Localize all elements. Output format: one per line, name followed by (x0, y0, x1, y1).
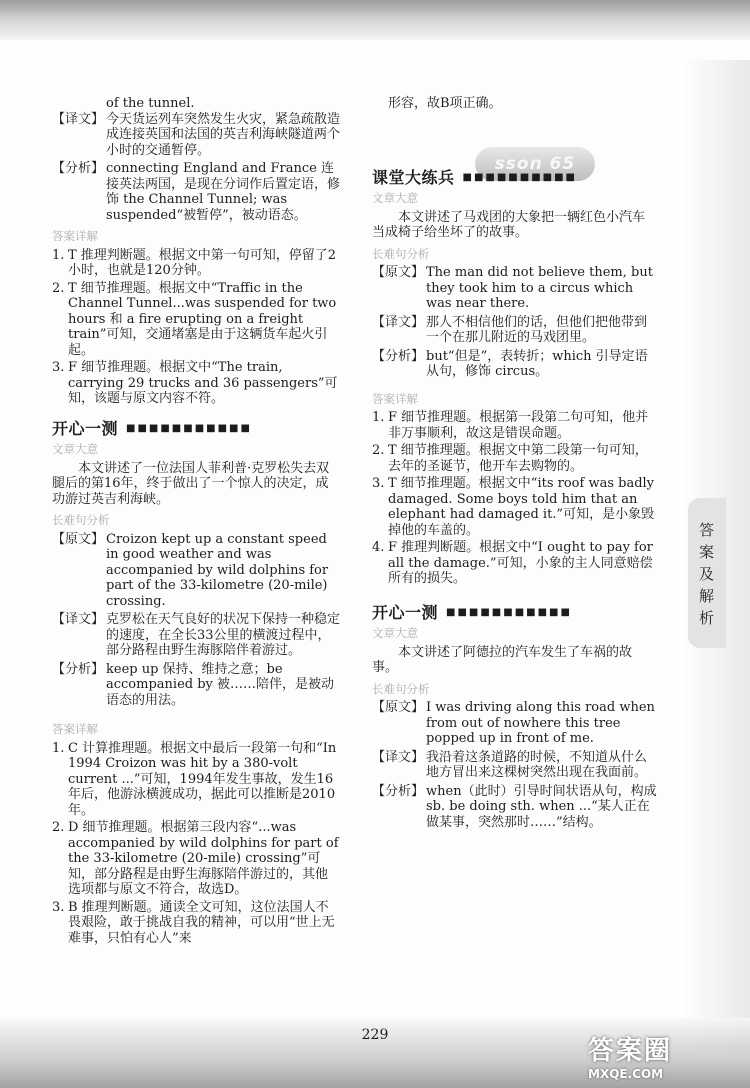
translation-tag: 【译文】 (372, 749, 425, 765)
heading-squares: ■■■■■■■■■■■ (446, 606, 572, 618)
analysis-text: connecting England and France 连接英法两国，是现在分词作后置定语，修饰 the Channel Tunnel; was suspended“被暂停”，被动语态。 (106, 161, 341, 223)
original-text: The man did not believe them, but they took him to a circus which was near there. (426, 265, 653, 311)
section-side-tab (688, 498, 726, 648)
heading-squares: ■■■■■■■■■■■ (126, 422, 252, 434)
watermark-url: MXQE.COM (588, 1067, 664, 1081)
answer-item (52, 281, 340, 359)
section-heading (372, 602, 657, 622)
heading-squares: ■■■■■■■■■■ (462, 171, 577, 183)
continued-text: 形容，故B项正确。 (388, 96, 502, 111)
answer-text: T 细节推理题。根据文中第二段第一句可知，去年的圣诞节，他开车去购物的。 (388, 443, 648, 474)
answer-number: 1. (52, 247, 65, 263)
original-block (372, 700, 657, 747)
answer-text: F 细节推理题。根据文中“The train, carrying 29 trucks and 36 passengers”可知，该题与原文内容不符。 (68, 360, 338, 406)
original-block (52, 532, 340, 610)
original-text: Croizon kept up a constant speed in good weather and was accompanied by wild dolphins for part of the 33-kilometre (20-mile) crossing. (106, 531, 329, 609)
answers-subtitle: 答案详解 (372, 391, 418, 406)
watermark-text: 答案圈 (588, 1036, 673, 1066)
long-sentence-subtitle: 长难句分析 (372, 681, 430, 696)
answer-text: B 推理判断题。通读全文可知，这位法国人不畏艰险，敢于挑战自我的精神，可以用“世上无难事，只怕有心人”来 (68, 899, 335, 946)
answer-number: 3. (52, 360, 65, 375)
answer-item (52, 900, 340, 947)
answer-text: T 推理判断题。根据文中第一句可知，停留了2小时，也就是120分钟。 (68, 247, 337, 278)
answer-number: 2. (52, 280, 65, 296)
main-idea-subtitle: 文章大意 (52, 442, 98, 456)
lesson-badge: sson 65 (475, 147, 595, 181)
main-idea-subtitle: 文章大意 (372, 191, 418, 205)
answer-item (52, 248, 340, 279)
translation-block (372, 750, 657, 781)
side-tab-char: 解 (699, 587, 715, 605)
answer-number: 1. (52, 740, 65, 756)
answer-item (372, 410, 657, 441)
side-tab-char: 案 (699, 543, 715, 561)
main-idea-text: 本文讲述了马戏团的大象把一辆红色小汽车当成椅子给坐坏了的故事。 (372, 209, 646, 240)
answer-number: 4. (372, 540, 385, 555)
section-title: 课堂大练兵 (372, 167, 455, 187)
analysis-block (372, 349, 657, 380)
analysis-tag: 【分析】 (372, 348, 425, 364)
long-sentence-subtitle: 长难句分析 (372, 246, 430, 261)
original-tag: 【原文】 (372, 265, 425, 280)
answer-item (52, 360, 340, 407)
translation-tag: 【译文】 (52, 111, 105, 127)
answer-number: 2. (52, 820, 65, 835)
answer-text: D 细节推理题。根据第三段内容“...was accompanied by wild dolphins for part of the 33-kilometre (20-mile) crossing”可知，部分路程是由野生海豚陪伴游过的，其他选项都与原文不符合，故选D。 (68, 820, 339, 897)
answers-subtitle: 答案详解 (52, 229, 98, 243)
answer-item (372, 476, 657, 538)
page-top-shadow (0, 0, 750, 40)
long-sentence-subtitle: 长难句分析 (52, 513, 110, 527)
original-text: I was driving along this road when from out of nowhere this tree popped up in front of me. (426, 700, 655, 746)
analysis-text: keep up 保持、维持之意；be accompanied by 被……陪伴，是被动语态的用法。 (106, 661, 335, 708)
original-tag: 【原文】 (52, 531, 105, 547)
translation-block (52, 612, 340, 659)
side-tab-char: 及 (699, 565, 715, 583)
answer-item (52, 820, 340, 898)
analysis-tag: 【分析】 (52, 161, 105, 176)
left-column (52, 96, 340, 948)
translation-text: 我沿着这条道路的时候，不知道从什么地方冒出来这棵树突然出现在我面前。 (426, 749, 648, 780)
main-idea-text: 本文讲述了一位法国人菲利普·克罗松失去双腿后的第16年，终于做出了一个惊人的决定，成功游过英吉利海峡。 (52, 460, 330, 507)
analysis-block (372, 784, 657, 831)
answer-number: 3. (52, 899, 65, 915)
original-block (372, 265, 657, 312)
answer-text: T 细节推理题。根据文中“Traffic in the Channel Tunnel...was suspended for two hours 和 a fire erupting on a freight train”可知，交通堵塞是由于这辆货车起火引起。 (68, 280, 337, 358)
answer-number: 2. (372, 443, 385, 458)
answer-item (372, 540, 657, 587)
analysis-tag: 【分析】 (372, 783, 425, 799)
answers-subtitle: 答案详解 (52, 722, 98, 736)
answer-text: F 细节推理题。根据第一段第二句可知，他并非万事顺利，故这是错误命题。 (388, 410, 649, 441)
analysis-text: when（此时）引导时间状语从句，构成 sb. be doing sth. when ...“某人正在做某事，突然那时……”结构。 (426, 783, 657, 830)
answer-number: 3. (372, 476, 385, 491)
continued-text: of the tunnel. (106, 96, 195, 111)
analysis-block (52, 161, 340, 223)
answer-text: C 计算推理题。根据文中最后一段第一句和“In 1994 Croizon was hit by a 380-volt current ...”可知，1994年发生事故，发生16年后，他游泳横渡成功，据此可以推断是2010年。 (68, 740, 337, 818)
side-tab-char: 答 (699, 521, 715, 539)
answer-item (52, 741, 340, 819)
translation-block (372, 315, 657, 346)
translation-tag: 【译文】 (52, 612, 105, 627)
analysis-block (52, 662, 340, 709)
answer-number: 1. (372, 410, 385, 425)
analysis-text: but“但是”，表转折；which 引导定语从句，修饰 circus。 (426, 348, 648, 379)
section-heading (52, 418, 340, 438)
translation-text: 那人不相信他们的话，但他们把他带到一个在那儿附近的马戏团里。 (426, 314, 648, 345)
answer-text: F 推理判断题。根据文中“I ought to pay for all the damage.”可知，小象的主人同意赔偿所有的损失。 (388, 540, 653, 586)
section-title: 开心一测 (372, 602, 439, 622)
translation-text: 今天货运列车突然发生火灾，紧急疏散造成连接英国和法国的英吉利海峡隧道两个小时的交通暂停。 (106, 111, 341, 158)
section-title: 开心一测 (52, 418, 119, 438)
watermark-logo (588, 1030, 738, 1080)
right-column (372, 96, 657, 833)
answer-item (372, 443, 657, 474)
main-idea-subtitle: 文章大意 (372, 626, 418, 640)
page-number: 229 (361, 1027, 389, 1043)
main-idea-text: 本文讲述了阿德拉的汽车发生了车祸的故事。 (372, 644, 633, 675)
original-tag: 【原文】 (372, 700, 425, 715)
analysis-tag: 【分析】 (52, 661, 105, 677)
answer-text: T 细节推理题。根据文中“its roof was badly damaged. Some boys told him that an elephant had damaged it.”可知，是小象毁掉他的车盖的。 (388, 476, 655, 538)
side-tab-char: 析 (699, 609, 715, 627)
translation-block (52, 112, 340, 159)
translation-tag: 【译文】 (372, 314, 425, 330)
translation-text: 克罗松在天气良好的状况下保持一种稳定的速度，在全长33公里的横渡过程中，部分路程由野生海豚陪伴着游过。 (106, 612, 341, 658)
section-heading (372, 167, 657, 187)
